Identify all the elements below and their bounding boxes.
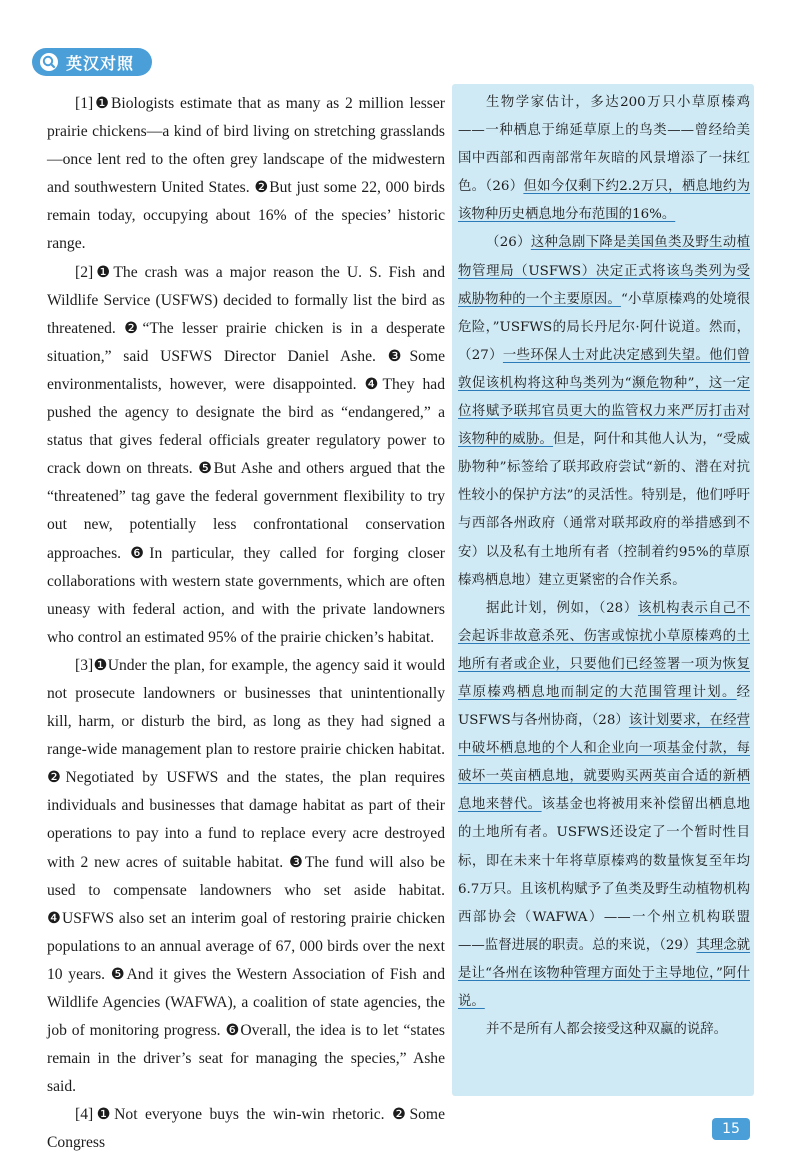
section-badge bbox=[32, 48, 152, 76]
cn-text: 生物学家估计，多达200万只小草原榛鸡——一种栖息于绵延草原上的鸟类——曾经给美国中西部和西南部常年灰暗的风景增添了一抹红色。（26） bbox=[458, 95, 750, 195]
chinese-paragraph-3 bbox=[458, 595, 750, 1016]
page-number: 15 bbox=[712, 1118, 750, 1140]
cn-text: 但是，阿什和其他人认为，“受威胁物种”标签给了联邦政府尝试“新的、潜在对抗性较小的保护方法”的灵活性。特别是，他们呼吁与西部各州政府（通常对联邦政府的举措感到不安）以及私有土地所有者（控制着约95%的草原榛鸡栖息地）建立更紧密的合作关系。 bbox=[458, 432, 750, 588]
cn-underlined-text: 一些环保人士对此决定感到失望。他们曾敦促该机构将这种鸟类列为“濒危物种”，这一定位将赋予联邦官员更大的监管权力来严厉打击对该物种的威胁。 bbox=[458, 347, 751, 448]
cn-underlined-text: 其理念就是让“各州在该物种管理方面处于主导地位，”阿什说。 bbox=[458, 937, 751, 1009]
english-paragraph-3: [3]❶Under the plan, for example, the agency said it would not prosecute landowners or businesses that unintentionally kill, harm, or disturb the bird, as long as they had signed a range-wide management plan to restore prairie chicken habitat. ❷Negotiated by USFWS and the states, the plan requires individuals and businesses that damage habitat as part of their operations to pay into a fund to replace every acre destroyed with 2 new acres of suitable habitat. ❸The fund will also be used to compensate landowners who set aside habitat. ❹USFWS also set an interim goal of restoring prairie chicken populations to an annual average of 67, 000 birds over the next 10 years. ❺And it gives the Western Association of Fish and Wildlife Agencies (WAFWA), a coalition of state agencies, the job of monitoring progress. ❻Overall, the idea is to let “states remain in the driver’s seat for managing the species,” Ashe said. bbox=[47, 656, 445, 1096]
cn-text: 该基金也将被用来补偿留出栖息地的土地所有者。USFWS还设定了一个暂时性目标，即在未来十年将草原榛鸡的数量恢复至年均6.7万只。且该机构赋予了鱼类及野生动植物机构西部协会（WAFWA）——一个州立机构联盟——监督进展的职责。总的来说，（29） bbox=[458, 797, 751, 953]
english-paragraph-2: [2]❶The crash was a major reason the U. S. Fish and Wildlife Service (USFWS) decided to formally list the bird as threatened. ❷“The lesser prairie chicken is in a desperate situation,” said USFWS Director Daniel Ashe. ❸Some environmentalists, however, were disappointed. ❹They had pushed the agency to designate the bird as “endangered,” a status that gives federal officials greater regulatory power to crack down on threats. ❺But Ashe and others argued that the “threatened” tag gave the federal government flexibility to try out new, potentially less confrontational conservation approaches. ❻In particular, they called for forging closer collaborations with western state governments, which are often uneasy with federal action, and with the private landowners who control an estimated 95% of the prairie chicken’s habitat. bbox=[47, 263, 445, 646]
english-paragraph-4: [4]❶Not everyone buys the win-win rhetoric. ❷Some Congress bbox=[47, 1106, 445, 1152]
cn-underlined-text: 但如今仅剩下约2.2万只，栖息地约为该物种历史栖息地分布范围的16%。 bbox=[458, 179, 750, 223]
cn-text: “小草原榛鸡的处境很危险，”USFWS的局长丹尼尔·阿什说道。然而，（27） bbox=[458, 291, 750, 363]
cn-underlined-text: 该计划要求，在经营中破坏栖息地的个人和企业向一项基金付款，每破坏一英亩栖息地，就要购买两英亩合适的新栖息地来替代。 bbox=[458, 713, 750, 813]
cn-text: （26） bbox=[486, 235, 531, 251]
chinese-translation-column bbox=[452, 84, 754, 1096]
chinese-paragraph-1 bbox=[458, 89, 750, 229]
english-paragraph-1: [1]❶Biologists estimate that as many as 2 million lesser prairie chickens—a kind of bird living on stretching grasslands—once lent red to the often grey landscape of the midwestern and southwestern United States. ❷But just some 22, 000 birds remain today, occupying about 16% of the species’ historic range. bbox=[47, 95, 445, 253]
english-column bbox=[47, 90, 445, 1158]
section-title: 英汉对照 bbox=[66, 53, 135, 73]
cn-underlined-text: 这种急剧下降是美国鱼类及野生动植物管理局（USFWS）决定正式将该鸟类列为受威胁物种的一个主要原因。 bbox=[458, 235, 750, 307]
cn-text: 经USFWS与各州协商，（28） bbox=[458, 684, 750, 729]
chinese-paragraph-2 bbox=[458, 229, 750, 594]
search-icon bbox=[38, 51, 60, 73]
cn-text: 据此计划，例如，（28） bbox=[486, 600, 638, 616]
chinese-paragraph-4: 并不是所有人都会接受这种双赢的说辞。 bbox=[486, 1022, 728, 1038]
cn-underlined-text: 该机构表示自己不会起诉非故意杀死、伤害或惊扰小草原榛鸡的土地所有者或企业，只要他们已经签署一项为恢复草原榛鸡栖息地而制定的大范围管理计划。 bbox=[458, 600, 751, 700]
